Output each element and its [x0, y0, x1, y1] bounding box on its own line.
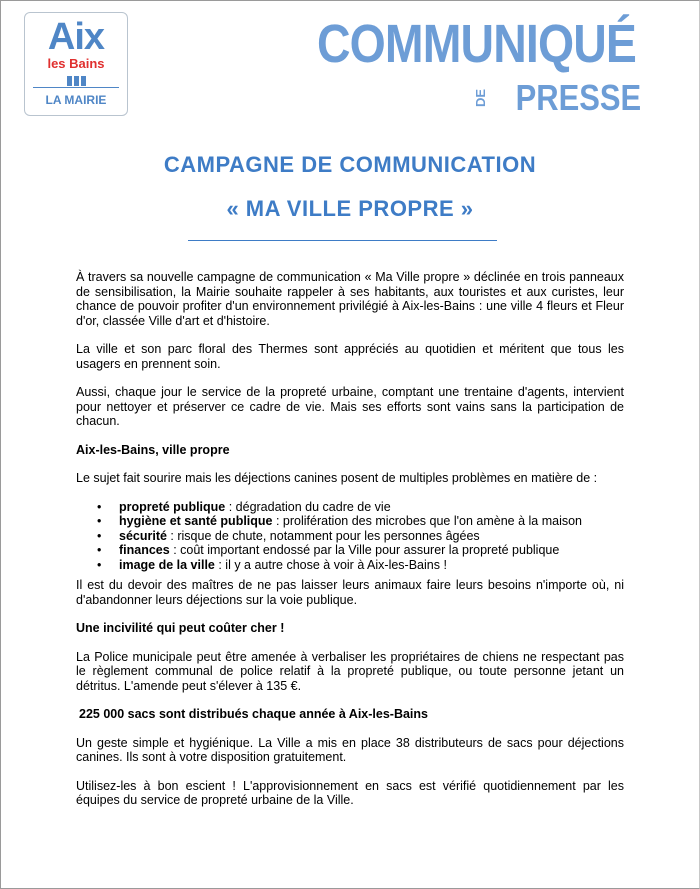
section-text: Utilisez-les à bon escient ! L'approvisionnement en sacs est vérifié quotidiennement par les équipes du service de propreté urbaine de la Ville.	[76, 778, 624, 807]
list-item-text: : il y a autre chose à voir à Aix-les-Bains !	[214, 557, 447, 572]
list-item-term: propreté publique	[119, 499, 226, 514]
section-heading-sacs: 225 000 sacs sont distribués chaque année à Aix-les-Bains	[79, 707, 428, 721]
list-item	[119, 543, 624, 558]
communique-title: COMMUNIQUÉ	[316, 14, 636, 74]
list-item	[119, 558, 624, 573]
list-item-text: : risque de chute, notamment pour les personnes âgées	[166, 528, 480, 543]
logo-aix-text: Aix	[47, 16, 105, 58]
presse-title: PRESSE	[515, 77, 642, 118]
list-item	[119, 529, 624, 544]
logo-les-bains-text: les Bains	[47, 56, 105, 71]
section-heading-incivilite: Une incivilité qui peut coûter cher !	[76, 621, 285, 635]
logo-la-mairie-text: LA MAIRIE	[45, 93, 107, 107]
title-underline	[188, 240, 497, 241]
logo-separator	[33, 87, 119, 88]
list-item-text: : prolifération des microbes que l'on amène à la maison	[272, 514, 582, 528]
intro-paragraph: Aussi, chaque jour le service de la propreté urbaine, comptant une trentaine d'agents, intervient pour nettoyer et préserver ce cadre de vie. Mais ses efforts sont vains sans la participation de chacun.	[76, 385, 624, 428]
campaign-title-line1: CAMPAGNE DE COMMUNICATION	[163, 152, 537, 177]
list-item	[119, 500, 624, 515]
list-item-term: finances	[119, 543, 170, 557]
list-item-term: image de la ville	[119, 557, 215, 572]
section-closing: Il est du devoir des maîtres de ne pas laisser leurs animaux faire leurs besoins n'importe où, ni d'abandonner leurs déjections sur la voie publique.	[76, 578, 624, 607]
logo-bars-icon	[65, 73, 89, 83]
section-text: La Police municipale peut être amenée à verbaliser les propriétaires de chiens ne respectant pas le règlement communal de police relatif à la propreté publique, ou toute personne jetant un détritus. L'amende peut s'élever à 135 €.	[76, 649, 624, 693]
list-item	[119, 514, 624, 529]
list-item-text: : dégradation du cadre de vie	[225, 499, 391, 514]
list-item-text: : coût important endossé par la Ville pour assurer la propreté publique	[169, 543, 560, 557]
section-lead: Le sujet fait sourire mais les déjections canines posent de multiples problèmes en matière de :	[76, 471, 598, 485]
intro-paragraph: La ville et son parc floral des Thermes sont appréciés au quotidien et méritent que tous les usagers en prennent soin.	[76, 342, 624, 371]
press-release-body	[76, 270, 624, 822]
campaign-title-line2: « MA VILLE PROPRE »	[226, 196, 474, 221]
section-text: Un geste simple et hygiénique. La Ville a mis en place 38 distributeurs de sacs pour déjections canines. Ils sont à votre disposition gratuitement.	[76, 735, 624, 764]
de-vertical-label: DE	[473, 88, 488, 108]
list-item-term: hygiène et santé publique	[119, 514, 273, 528]
mairie-logo	[24, 12, 128, 116]
problems-list	[76, 500, 624, 573]
intro-paragraph: À travers sa nouvelle campagne de communication « Ma Ville propre » déclinée en trois panneaux de sensibilisation, la Mairie souhaite rappeler à ses habitants, aux touristes et aux curistes, leur chance de pouvoir profiter d'un environnement privilégié à Aix-les-Bains : une ville 4 fleurs et Fleur d'or, classée Ville d'art et d'histoire.	[76, 270, 624, 328]
list-item-term: sécurité	[119, 528, 167, 543]
section-heading-ville-propre: Aix-les-Bains, ville propre	[76, 442, 230, 457]
